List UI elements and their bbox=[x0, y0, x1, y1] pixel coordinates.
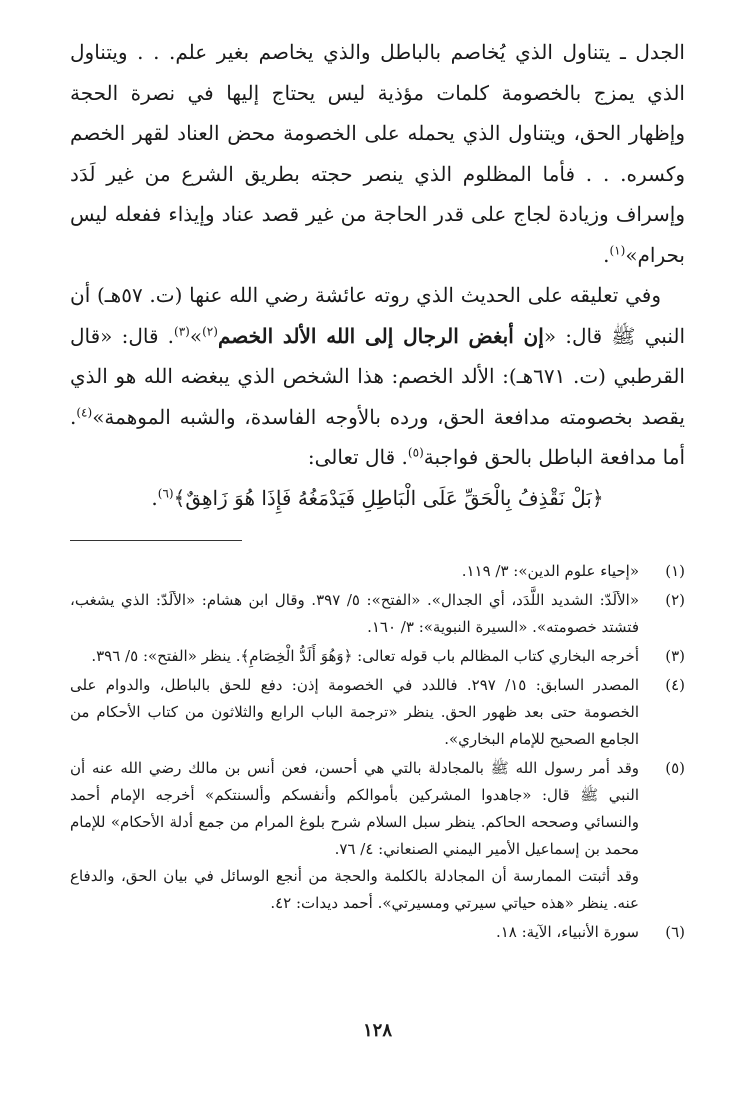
footnote-2: (٢) «الألَدّ: الشديد اللَّدَد، أي الجدال». «الفتح»: ٥/ ٣٩٧. وقال ابن هشام: «الألَدّ: الذي يشغب، فتشتد خصومته». «السيرة النبوية»: ٣/ ١٦٠. bbox=[70, 591, 685, 636]
hadith-text: إن أبغض الرجال إلى الله الألد الخصم bbox=[217, 323, 544, 348]
footnote-4: (٤) المصدر السابق: ١٥/ ٢٩٧. فاللدد في الخصومة إذن: دفع للحق بالباطل، والدوام على الخصومة حتى بعد ظهور الحق. ينظر «ترجمة الباب الرابع والثلاثون من كتاب الأحكام من الجامع الصحيح للإمام البخاري». bbox=[70, 676, 685, 748]
footnote-ref-4[interactable]: (٤) bbox=[76, 404, 93, 419]
page-content bbox=[70, 32, 685, 948]
paragraph-1: الجدل ـ يتناول الذي يُخاصم بالباطل والذي يخاصم بغير علم. . . ويتناول الذي يمزج بالخصومة كلمات مؤذية ليس يحتاج إليها في نصرة الحجة وإظهار الحق، ويتناول الذي يحمله على الخصومة محض العناد لقهر الخصم وكسره. . . فأما المظلوم الذي ينصر حجته بطريق الشرع من غير لَدَد وإسراف وزيادة لجاج على قدر الحاجة من غير قصد عناد وإيذاء ففعله ليس بحرام»$^{(١)}$. bbox=[70, 40, 685, 267]
footnote-ref-6[interactable]: (٦) bbox=[157, 485, 174, 500]
paragraph-2: وفي تعليقه على الحديث الذي روته عائشة رضي الله عنها (ت. ٥٧هـ) أن النبي ﷺ قال: «إن أبغض الرجال إلى الله الألد الخصم$^{(٢)}$»$^{(٣)}$. قال: «قال القرطبي (ت. ٦٧١هـ): الألد الخصم: هذا الشخص الذي يبغضه الله هو الذي يقصد بخصومته مدافعة الحق، ورده بالأوجه الفاسدة، والشبه الموهمة»$^{(٤)}$. أما مدافعة الباطل بالحق فواجبة$^{(٥)}$. قال تعالى: bbox=[70, 283, 685, 469]
footnote-6: (٦) سورة الأنبياء، الآية: ١٨. bbox=[495, 923, 685, 941]
footnote-ref-1[interactable]: (١) bbox=[609, 242, 626, 257]
footnote-ref-2[interactable]: (٢) bbox=[202, 323, 218, 338]
footnote-ref-3[interactable]: (٣) bbox=[174, 323, 190, 338]
footnote-3: (٣) أخرجه البخاري كتاب المظالم باب قوله تعالى: ﴿وَهُوَ أَلَدُّ الْخِصَامِ﴾. ينظر «الفتح»: ٥/ ٣٩٦. bbox=[91, 647, 685, 665]
main-text bbox=[70, 32, 685, 518]
footnotes bbox=[70, 558, 685, 946]
footnote-5: (٥) وقد أمر رسول الله ﷺ بالمجادلة بالتي هي أحسن، فعن أنس بن مالك رضي الله عنه أن النبي ﷺ قال: «جاهدوا المشركين بأموالكم وأنفسكم وألسنتكم» أخرجه الإمام أحمد والنسائي وصححه الحاكم. ينظر سبل السلام شرح بلوغ المرام من جمع أدلة الأحكام» للإمام محمد بن إسماعيل الأمير اليمني الصنعاني: ٤/ ٧٦. وقد أثبتت الممارسة أن المجادلة بالكلمة والحجة من أنجع الوسائل في بيان الحق، والدفاع عنه. ينظر «هذه حياتي سيرتي ومسيرتي». أحمد ديدات: ٤٢. bbox=[70, 759, 685, 912]
quran-verse: ﴿بَلْ نَقْذِفُ بِالْحَقِّ عَلَى الْبَاطِلِ فَيَدْمَغُهُ فَإِذَا هُوَ زَاهِقٌ﴾$^{(٦)}$. bbox=[151, 485, 604, 510]
page-number: ١٢٨ bbox=[362, 1020, 392, 1041]
footnote-1: (١) «إحياء علوم الدين»: ٣/ ١١٩. bbox=[461, 562, 685, 580]
footnote-separator bbox=[70, 518, 685, 558]
footnote-ref-5[interactable]: (٥) bbox=[407, 445, 424, 460]
